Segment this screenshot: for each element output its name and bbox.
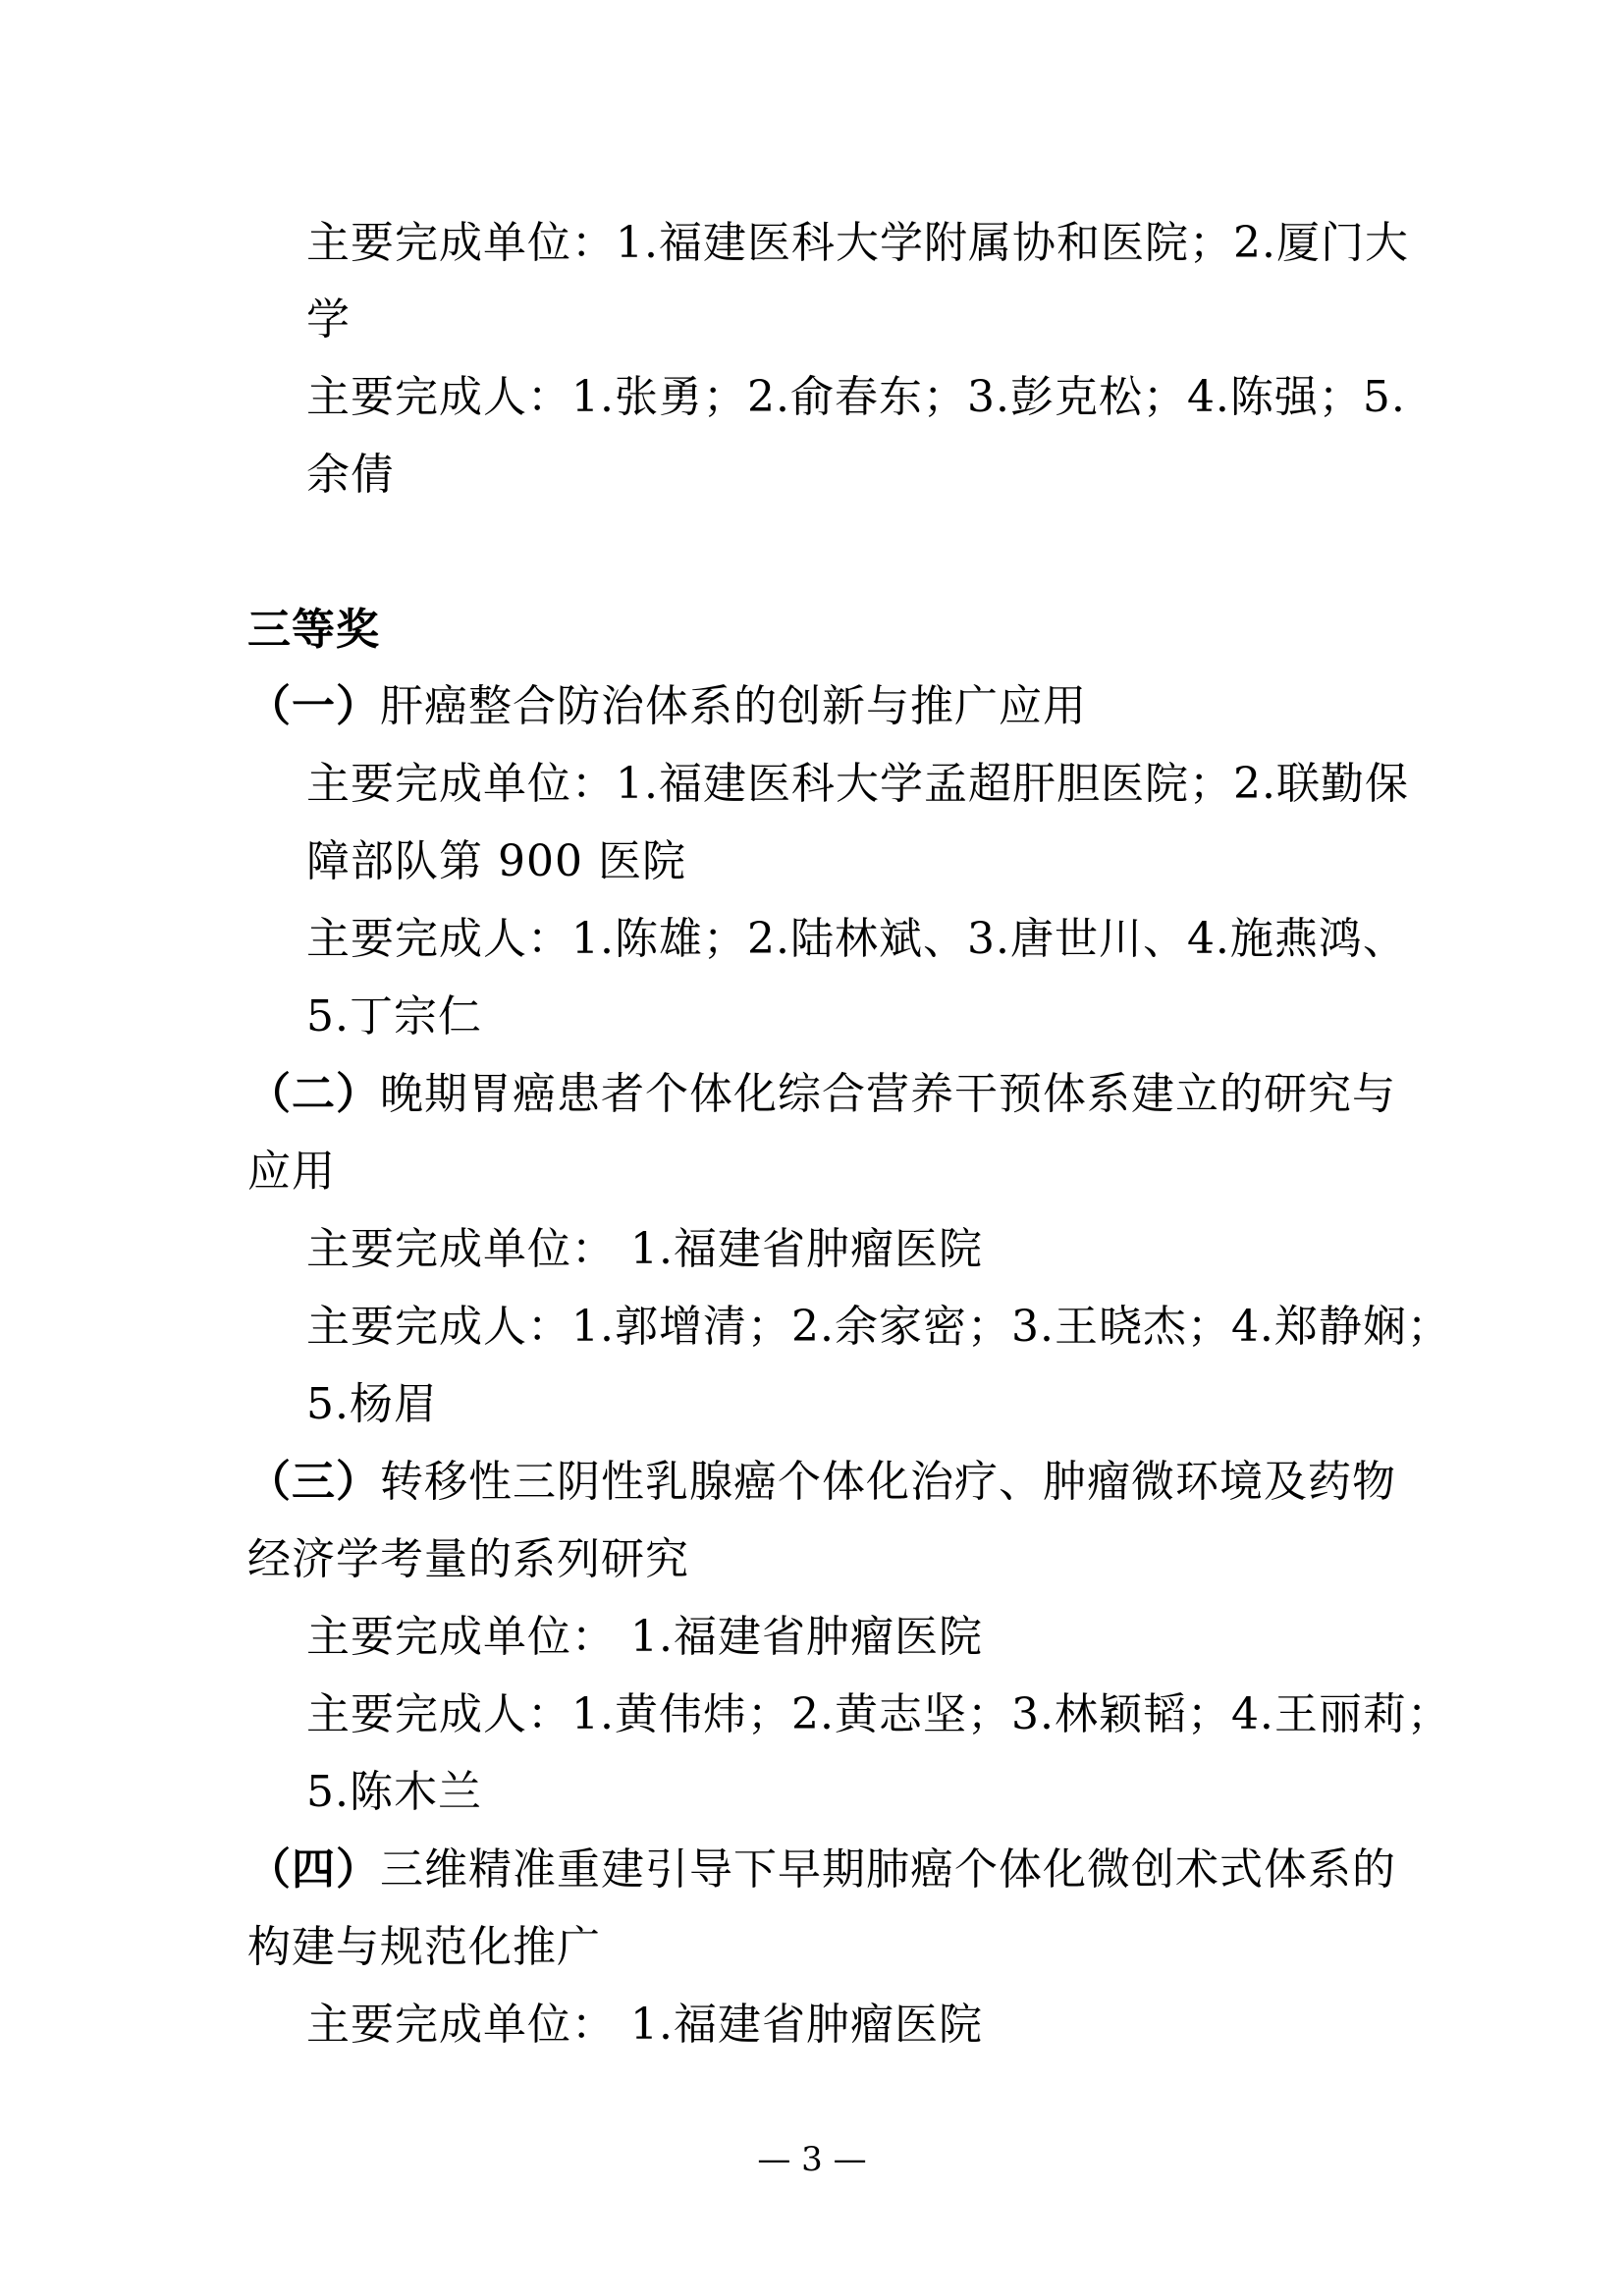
item-title	[247, 1453, 1396, 1512]
units-line: 主要完成单位： 1.福建省肿瘤医院	[306, 1224, 983, 1274]
item-title	[247, 677, 1087, 736]
item-number: （二）	[247, 1069, 380, 1119]
item-title-text: 肝癌整合防治体系的创新与推广应用	[380, 681, 1087, 731]
units-line: 主要完成单位：1.福建医科大学附属协和医院；2.厦门大	[306, 218, 1409, 268]
item-number: （三）	[247, 1457, 380, 1507]
item-number: （一）	[247, 681, 380, 731]
item-title-continued: 经济学考量的系列研究	[247, 1534, 689, 1584]
units-line: 主要完成单位： 1.福建省肿瘤医院	[306, 1612, 983, 1662]
persons-line: 主要完成人：1.郭增清；2.余家密；3.王晓杰；4.郑静娴；	[306, 1302, 1451, 1352]
persons-line: 主要完成人：1.黄伟炜；2.黄志坚；3.林颖韬；4.王丽莉；	[306, 1689, 1451, 1739]
page-number: — 3 —	[757, 2140, 867, 2179]
item-title-text: 转移性三阴性乳腺癌个体化治疗、肿瘤微环境及药物	[380, 1457, 1396, 1507]
units-line-continued: 学	[306, 294, 351, 345]
item-title-text: 晚期胃癌患者个体化综合营养干预体系建立的研究与	[380, 1069, 1396, 1119]
persons-line: 主要完成人：1.陈雄；2.陆林斌、3.唐世川、4.施燕鸿、	[306, 914, 1407, 964]
item-title	[247, 1065, 1396, 1124]
persons-line-continued: 5.杨眉	[306, 1379, 438, 1429]
persons-line-continued: 5.陈木兰	[306, 1767, 482, 1817]
section-heading-third-prize: 三等奖	[247, 605, 380, 655]
item-title	[247, 1841, 1396, 1899]
units-line: 主要完成单位： 1.福建省肿瘤医院	[306, 2000, 983, 2050]
item-title-text: 三维精准重建引导下早期肺癌个体化微创术式体系的	[380, 1844, 1396, 1895]
item-title-continued: 构建与规范化推广	[247, 1922, 601, 1972]
units-line-continued: 障部队第 900 医院	[306, 836, 686, 886]
persons-line: 主要完成人：1.张勇；2.俞春东；3.彭克松；4.陈强；5.	[306, 372, 1406, 422]
item-title-continued: 应用	[247, 1147, 336, 1197]
item-number: （四）	[247, 1844, 380, 1895]
persons-line-continued: 5.丁宗仁	[306, 991, 482, 1041]
persons-line-continued: 余倩	[306, 450, 395, 500]
units-line: 主要完成单位：1.福建医科大学孟超肝胆医院；2.联勤保	[306, 759, 1409, 809]
